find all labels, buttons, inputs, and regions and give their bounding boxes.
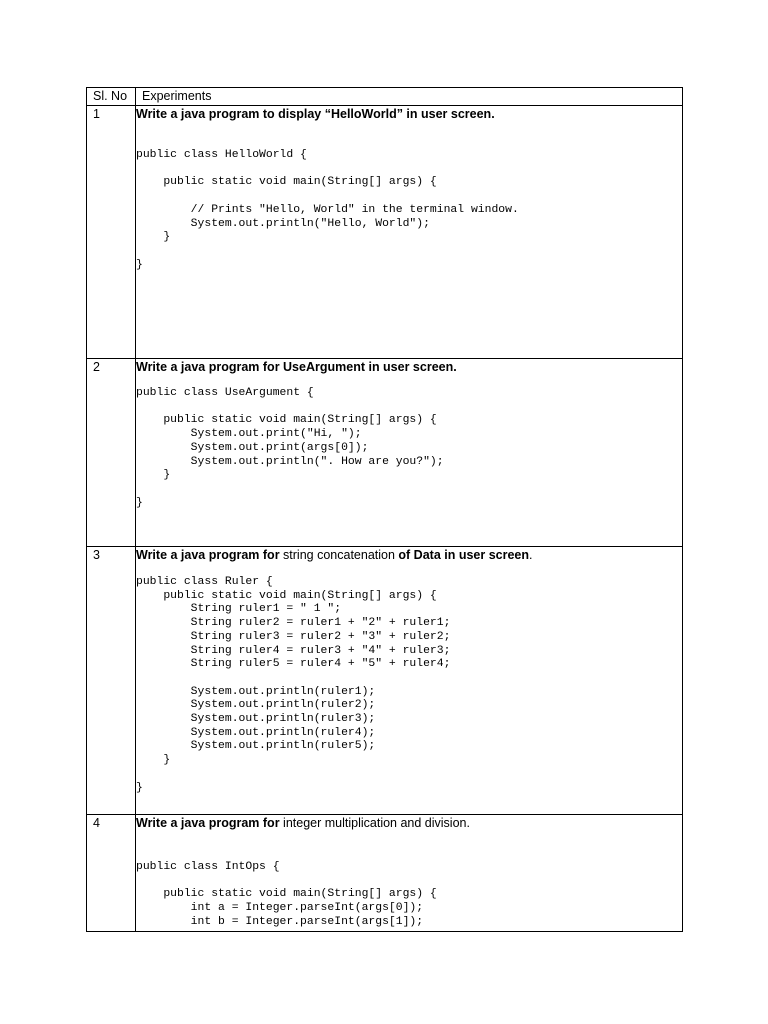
row-number: 3 bbox=[93, 548, 100, 562]
experiment-title-bold: Write a java program for bbox=[136, 548, 284, 562]
row-number-cell bbox=[87, 547, 136, 815]
code-block: public class Ruler { public static void main(String[] args) { String ruler1 = " 1 "; String ruler2 = ruler1 + "2" + ruler1; String ruler3 = ruler2 + "3" + ruler2; String ruler4 = ruler3 + "4" + ruler3; String ruler5 = ruler4 + "5" + ruler4; System.out.println(ruler1); System.out.println(ruler2); System.out.println(ruler3); System.out.println(ruler4); System.out.println(ruler5); } } bbox=[136, 576, 451, 794]
experiment-cell bbox=[136, 547, 683, 815]
header-sl-no bbox=[87, 88, 136, 106]
row-number: 1 bbox=[93, 107, 100, 121]
experiments-table bbox=[86, 87, 683, 932]
header-sl-no-text: Sl. No bbox=[93, 89, 128, 103]
row-number-cell bbox=[87, 815, 136, 932]
code-block: public class HelloWorld { public static void main(String[] args) { // Prints "Hello, World" in the terminal window. System.out.println("Hello, World"); } } bbox=[136, 149, 519, 271]
experiment-title-bold: Write a java program for bbox=[136, 816, 284, 830]
experiment-title-bold-2: of Data in user screen bbox=[398, 548, 530, 562]
row-number-cell bbox=[87, 106, 136, 359]
experiment-cell bbox=[136, 359, 683, 547]
table-row bbox=[87, 547, 683, 815]
experiment-title-bold: Write a java program to display “HelloWorld” in user screen. bbox=[136, 107, 495, 121]
row-number-cell bbox=[87, 359, 136, 547]
row-number: 4 bbox=[93, 816, 100, 830]
header-experiments bbox=[136, 88, 683, 106]
row-number: 2 bbox=[93, 360, 100, 374]
table-row bbox=[87, 359, 683, 547]
experiment-title bbox=[136, 359, 682, 375]
experiment-title-tail: . bbox=[529, 548, 533, 562]
table-row bbox=[87, 106, 683, 359]
experiment-title bbox=[136, 547, 682, 563]
experiment-title bbox=[136, 106, 682, 122]
table-header-row bbox=[87, 88, 683, 106]
experiment-cell bbox=[136, 106, 683, 359]
experiment-title-bold: Write a java program for UseArgument in user screen. bbox=[136, 360, 457, 374]
experiment-title-normal: string concatenation bbox=[283, 548, 399, 562]
experiment-title bbox=[136, 815, 682, 831]
code-block: public class UseArgument { public static void main(String[] args) { System.out.print("Hi, "); System.out.print(args[0]); System.out.println(". How are you?"); } } bbox=[136, 387, 444, 509]
experiment-cell bbox=[136, 815, 683, 932]
table-row bbox=[87, 815, 683, 932]
experiment-title-normal: integer multiplication and division. bbox=[283, 816, 470, 830]
code-block: public class IntOps { public static void main(String[] args) { int a = Integer.parseInt(args[0]); int b = Integer.parseInt(args[1]); bbox=[136, 861, 437, 928]
header-experiments-text: Experiments bbox=[142, 89, 212, 103]
